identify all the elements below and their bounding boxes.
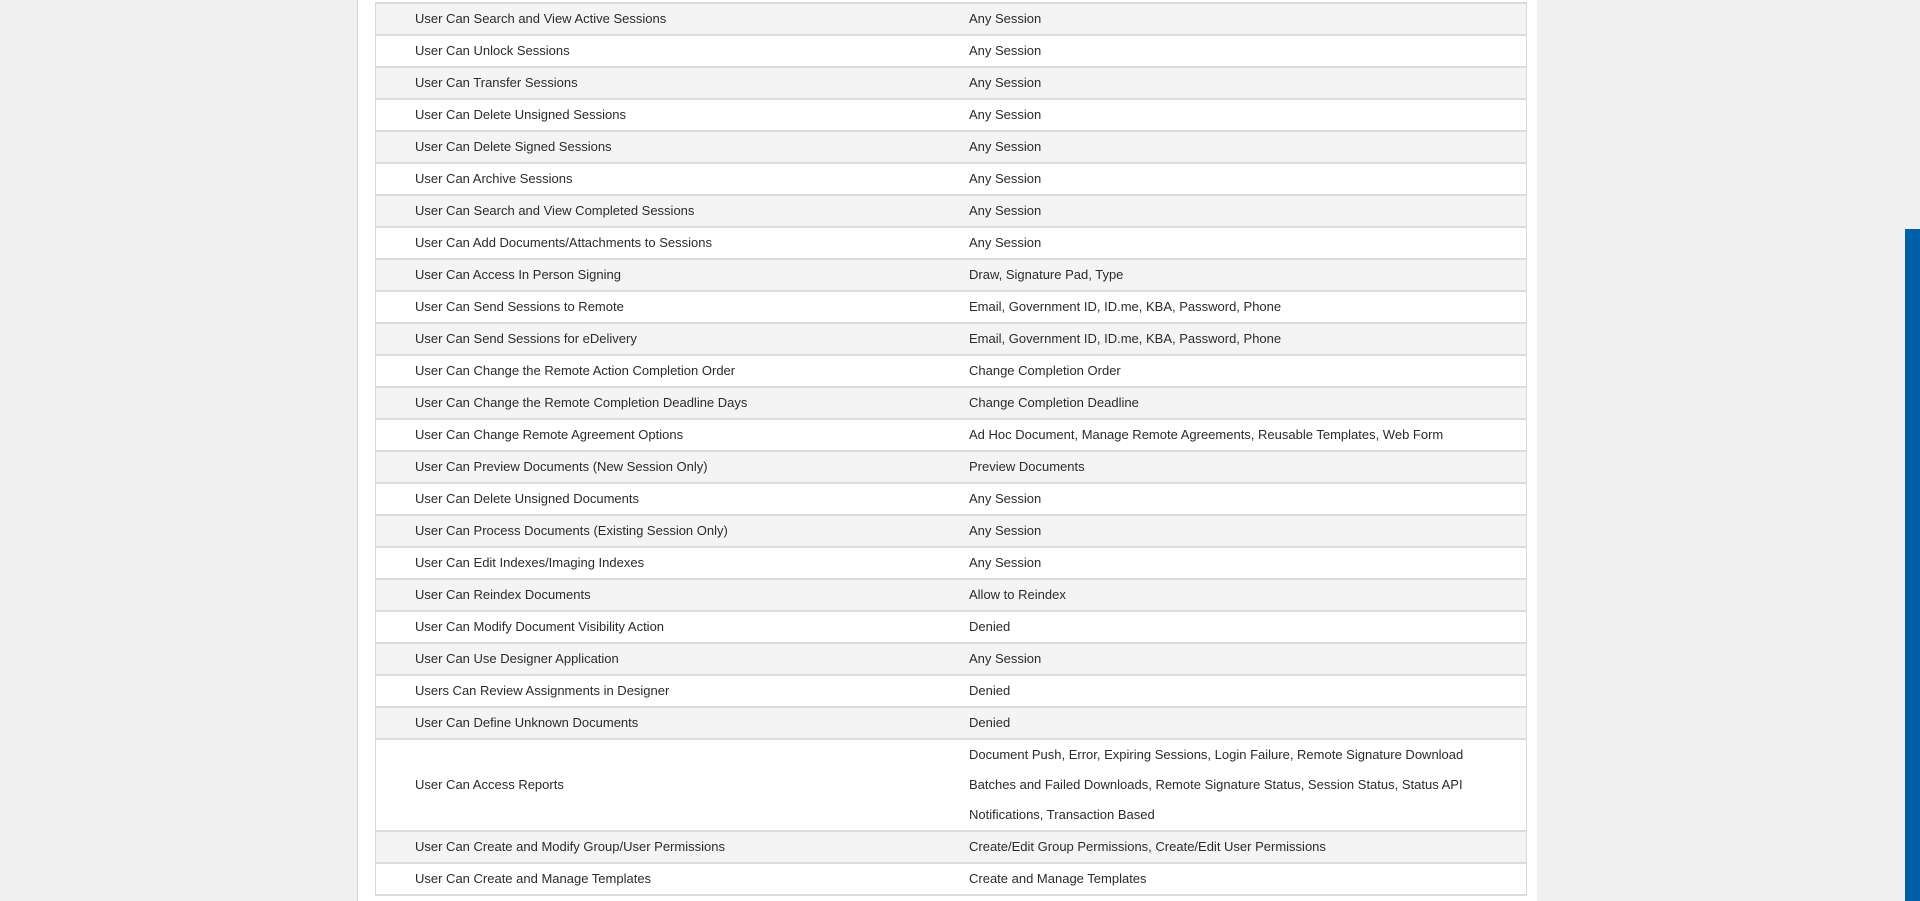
permission-value-cell: Change Completion Deadline (969, 395, 1139, 410)
table-row (376, 612, 1526, 644)
permission-value-cell: Preview Documents (969, 459, 1085, 474)
table-row (376, 228, 1526, 260)
table-row (376, 420, 1526, 452)
permission-name-cell: User Can Delete Signed Sessions (415, 139, 612, 154)
table-row (376, 708, 1526, 740)
permission-name-cell: User Can Change the Remote Action Completion Order (415, 363, 736, 378)
permission-value-cell: Email, Government ID, ID.me, KBA, Password, Phone (969, 299, 1282, 314)
permission-value-cell: Any Session (969, 203, 1042, 218)
permission-name-cell: User Can Reindex Documents (415, 587, 591, 602)
permission-name-cell: User Can Change Remote Agreement Options (415, 427, 684, 442)
permission-name-cell: User Can Use Designer Application (415, 651, 619, 666)
permission-value-cell: Any Session (969, 651, 1042, 666)
permissions-table (375, 2, 1527, 896)
permission-name-cell: User Can Archive Sessions (415, 171, 573, 186)
permission-value-cell: Any Session (969, 75, 1042, 90)
permission-value-cell: Change Completion Order (969, 363, 1121, 378)
permission-name-cell: User Can Access In Person Signing (415, 267, 621, 282)
permission-value-cell: Denied (969, 619, 1011, 634)
table-row (376, 324, 1526, 356)
table-row (376, 832, 1526, 864)
table-row (376, 484, 1526, 516)
permission-value-cell: Any Session (969, 523, 1042, 538)
table-row (376, 644, 1526, 676)
permission-name-cell: User Can Define Unknown Documents (415, 715, 639, 730)
permission-value-cell: Create/Edit Group Permissions, Create/Edit User Permissions (969, 839, 1326, 854)
permission-name-cell: User Can Unlock Sessions (415, 43, 570, 58)
permission-name-cell: User Can Access Reports (415, 777, 564, 792)
permission-name-cell: User Can Add Documents/Attachments to Sessions (415, 235, 712, 250)
permission-value-cell: Allow to Reindex (969, 587, 1066, 602)
permission-value-cell: Ad Hoc Document, Manage Remote Agreements, Reusable Templates, Web Form (969, 427, 1444, 442)
table-row (376, 100, 1526, 132)
permission-name-cell: User Can Transfer Sessions (415, 75, 578, 90)
table-row (376, 4, 1526, 36)
table-row (376, 676, 1526, 708)
permission-value-cell: Any Session (969, 555, 1042, 570)
permission-name-cell: User Can Process Documents (Existing Session Only) (415, 523, 728, 538)
table-row (376, 548, 1526, 580)
table-row (376, 292, 1526, 324)
table-row (376, 864, 1526, 896)
permission-value-cell: Any Session (969, 43, 1042, 58)
permission-name-cell: Users Can Review Assignments in Designer (415, 683, 670, 698)
permission-name-cell: User Can Edit Indexes/Imaging Indexes (415, 555, 645, 570)
permission-name-cell: User Can Delete Unsigned Sessions (415, 107, 626, 122)
permission-value-cell: Denied (969, 683, 1011, 698)
permission-value-cell: Any Session (969, 491, 1042, 506)
scrollbar-thumb[interactable] (1905, 229, 1920, 901)
table-row (376, 388, 1526, 420)
permission-value-cell: Document Push, Error, Expiring Sessions, Login Failure, Remote Signature Download Batches and Failed Downloads, Remote Signature Status, Session Status, Status API Notifications, Transaction Based (969, 747, 1464, 822)
permission-value-cell: Email, Government ID, ID.me, KBA, Password, Phone (969, 331, 1282, 346)
permission-name-cell: User Can Preview Documents (New Session Only) (415, 459, 708, 474)
permission-value-cell: Create and Manage Templates (969, 871, 1147, 886)
table-row (376, 164, 1526, 196)
permission-name-cell: User Can Create and Manage Templates (415, 871, 652, 886)
table-row (376, 196, 1526, 228)
permission-name-cell: User Can Modify Document Visibility Action (415, 619, 665, 634)
table-row (376, 516, 1526, 548)
table-row (376, 68, 1526, 100)
table-row (376, 580, 1526, 612)
table-row (376, 260, 1526, 292)
permission-name-cell: User Can Search and View Active Sessions (415, 11, 667, 26)
permission-value-cell: Any Session (969, 235, 1042, 250)
permission-name-cell: User Can Create and Modify Group/User Permissions (415, 839, 725, 854)
permission-value-cell: Any Session (969, 171, 1042, 186)
permission-value-cell: Any Session (969, 11, 1042, 26)
table-row (376, 452, 1526, 484)
permission-name-cell: User Can Change the Remote Completion Deadline Days (415, 395, 748, 410)
table-row (376, 740, 1526, 832)
table-row (376, 356, 1526, 388)
permission-name-cell: User Can Send Sessions for eDelivery (415, 331, 637, 346)
permission-name-cell: User Can Search and View Completed Sessions (415, 203, 695, 218)
permission-value-cell: Denied (969, 715, 1011, 730)
table-row (376, 132, 1526, 164)
permission-name-cell: User Can Send Sessions to Remote (415, 299, 624, 314)
permission-name-cell: User Can Delete Unsigned Documents (415, 491, 639, 506)
content-panel (357, 0, 1537, 901)
permission-value-cell: Any Session (969, 107, 1042, 122)
table-row (376, 36, 1526, 68)
permission-value-cell: Any Session (969, 139, 1042, 154)
permission-value-cell: Draw, Signature Pad, Type (969, 267, 1124, 282)
